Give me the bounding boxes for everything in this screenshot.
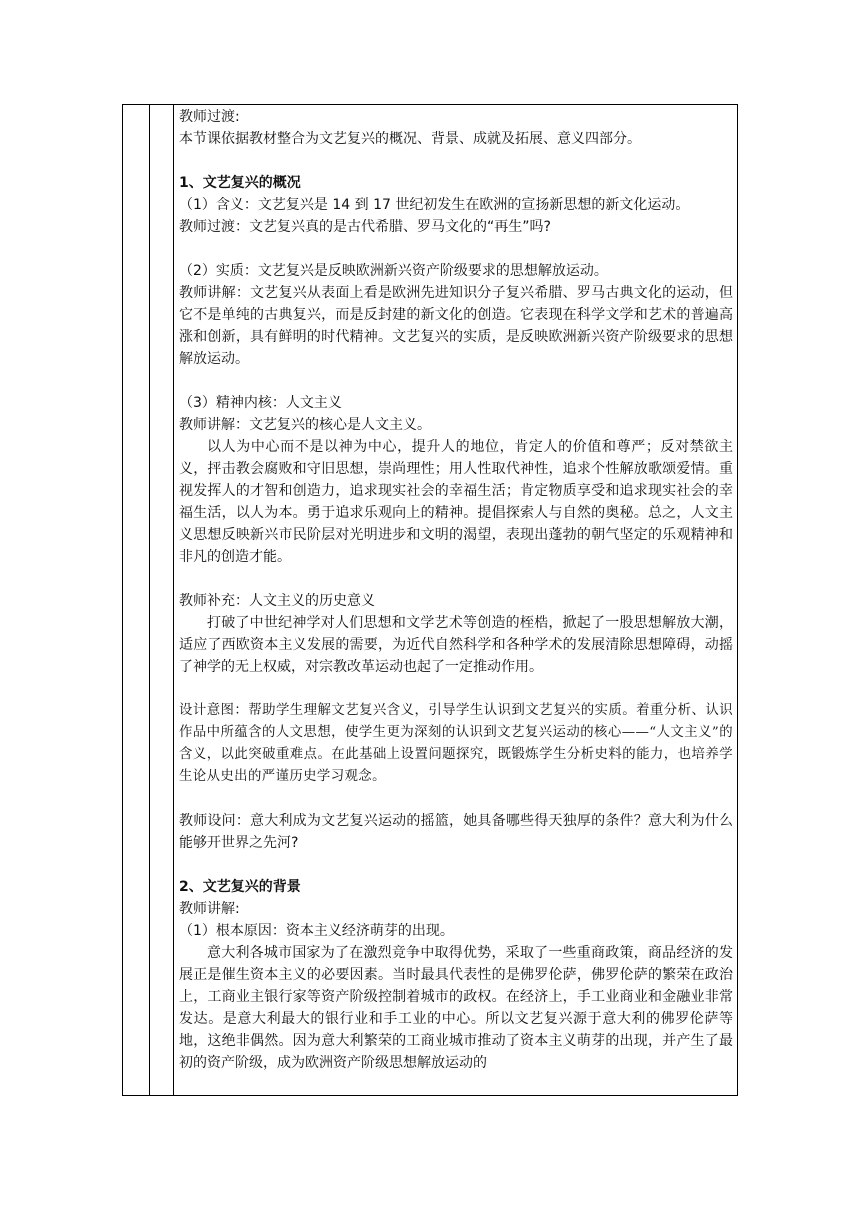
teacher-supplement: 教师补充：人文主义的历史意义	[179, 593, 375, 609]
lesson-overview: 本节课依据教材整合为文艺复兴的概况、背景、成就及拓展、意义四部分。	[179, 131, 641, 147]
humanism-description: 以人为中心而不是以神为中心，提升人的地位，肯定人的价值和尊严；反对禁欲主义，抨击教会腐败和守旧思想，崇尚理性；用人性取代神性，追求个性解放歌颂爱情。重视发挥人的才智和创造力，追求现实社会的幸福生活；肯定物质享受和追求现实社会的幸福生活，以人为本。勇于追求乐观向上的精神。提倡探索人与自然的奥秘。总之，人文主义思想反映新兴市民阶层对光明进步和文明的渴望，表现出蓬勃的朝气坚定的乐观精神和非凡的创造才能。	[179, 439, 733, 565]
teacher-explanation-essence: 教师讲解：文艺复兴从表面上看是欧洲先进知识分子复兴希腊、罗马古典文化的运动，但它不是单纯的古典复兴，而是反封建的新文化的创造。它表现在科学文学和艺术的普遍高涨和创新，具有鲜明的时代精神。文艺复兴的实质，是反映欧洲新兴资产阶级要求的思想解放运动。	[179, 285, 733, 367]
design-intent: 设计意图：帮助学生理解文艺复兴含义，引导学生认识到文艺复兴的实质。着重分析、认识作品中所蕴含的人文思想，使学生更为深刻的认识到文艺复兴运动的核心——“人文主义”的含义，以此突破重难点。在此基础上设置问题探究，既锻炼学生分析史料的能力，也培养学生论从史出的严谨历史学习观念。	[179, 703, 733, 784]
teacher-question: 教师设问：意大利成为文艺复兴运动的摇篮，她具备哪些得天独厚的条件？意大利为什么能够开世界之先河?	[179, 813, 733, 851]
column-divider-left	[149, 105, 150, 1095]
teacher-explanation-core: 教师讲解：文艺复兴的核心是人文主义。	[179, 417, 431, 433]
teacher-transition-label: 教师过渡:	[179, 109, 240, 125]
lesson-content	[179, 106, 733, 1074]
section-heading-overview: 1、文艺复兴的概况	[179, 175, 301, 191]
essence-paragraph: （2）实质：文艺复兴是反映欧洲新兴资产阶级要求的思想解放运动。	[179, 263, 608, 279]
column-divider-right	[173, 105, 174, 1095]
humanism-significance: 打破了中世纪神学对人们思想和文学艺术等创造的桎梏，掀起了一股思想解放大潮，适应了西欧资本主义发展的需要，为近代自然科学和各种学术的发展清除思想障碍，动摇了神学的无上权威，对宗教改革运动也起了一定推动作用。	[179, 615, 733, 675]
root-cause-paragraph: （1）根本原因：资本主义经济萌芽的出现。	[179, 923, 454, 939]
italy-background-paragraph: 意大利各城市国家为了在激烈竞争中取得优势，采取了一些重商政策，商品经济的发展正是催生资本主义的必要因素。当时最具代表性的是佛罗伦萨，佛罗伦萨的繁荣在政治上，工商业主银行家等资产阶级控制着城市的政权。在经济上，手工业商业和金融业非常发达。是意大利最大的银行业和手工业的中心。所以文艺复兴源于意大利的佛罗伦萨等地，这绝非偶然。因为意大利繁荣的工商业城市推动了资本主义萌芽的出现，并产生了最初的资产阶级，成为欧洲资产阶级思想解放运动的	[179, 945, 733, 1071]
section-heading-background: 2、文艺复兴的背景	[179, 879, 301, 895]
definition-paragraph: （1）含义：文艺复兴是 14 到 17 世纪初发生在欧洲的宣扬新思想的新文化运动。	[179, 197, 690, 213]
teacher-explanation-label: 教师讲解:	[179, 901, 240, 917]
teacher-transition-question: 教师过渡：文艺复兴真的是古代希腊、罗马文化的“再生”吗?	[179, 219, 551, 235]
core-spirit-paragraph: （3）精神内核：人文主义	[179, 395, 342, 411]
